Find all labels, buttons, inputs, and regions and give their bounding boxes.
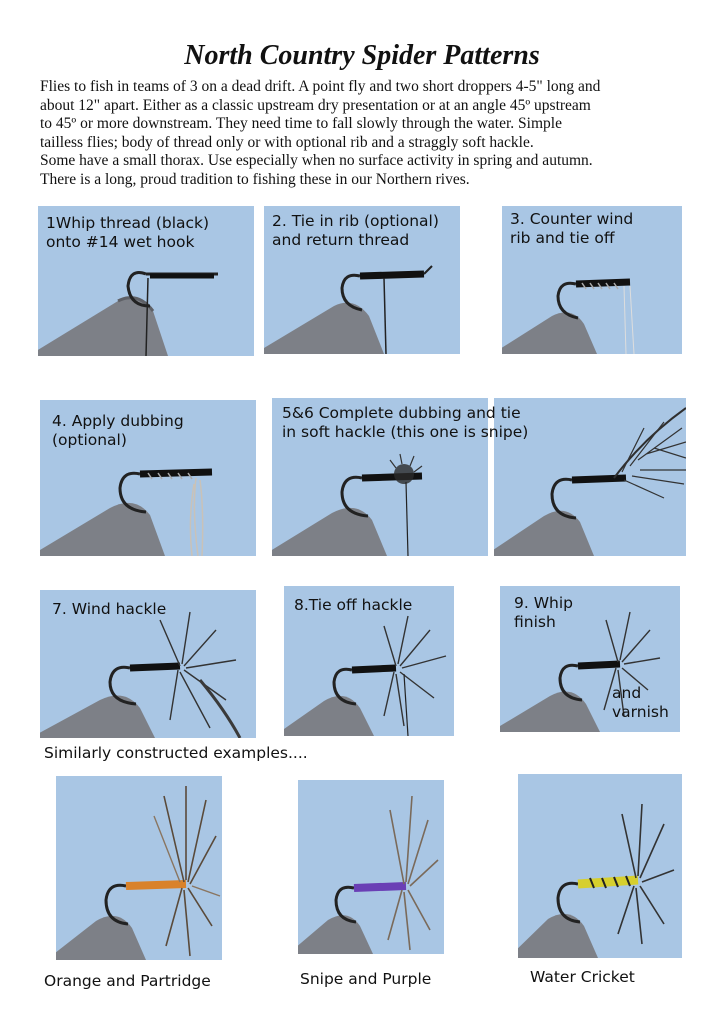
- fly-illustration: [518, 774, 682, 958]
- step-8-caption: 8.Tie off hackle: [294, 596, 413, 614]
- body-thread: [126, 884, 186, 886]
- intro-line: tailless flies; body of thread only or with optional rib and a straggly soft hackle.: [40, 133, 534, 151]
- step-5-6-caption: 5&6 Complete dubbing and tie in soft hackle (this one is snipe): [282, 404, 529, 441]
- step-2-caption: 2. Tie in rib (optional) and return thread: [272, 212, 439, 249]
- intro-line: to 45º or more downstream. They need time to fall slowly through the water. Simple: [40, 115, 562, 133]
- intro-line: about 12" apart. Either as a classic upstream dry presentation or at an angle 45º upstream: [40, 96, 591, 114]
- body-thread: [354, 886, 406, 888]
- step-3-caption: 3. Counter wind rib and tie off: [510, 210, 634, 247]
- example-photo-orange-partridge: [56, 776, 222, 960]
- example-label: Orange and Partridge: [44, 972, 211, 990]
- example-label: Water Cricket: [530, 968, 635, 986]
- intro-line: Flies to fish in teams of 3 on a dead drift. A point fly and two short droppers 4-5" long and: [40, 78, 601, 95]
- intro-line: Some have a small thorax. Use especially when no surface activity in spring and autumn.: [40, 152, 593, 170]
- example-photo-snipe-purple: [298, 780, 444, 954]
- fly-illustration: [56, 776, 222, 960]
- example-photo-water-cricket: [518, 774, 682, 958]
- intro-line: There is a long, proud tradition to fishing these in our Northern rives.: [40, 170, 470, 188]
- step-4-caption: 4. Apply dubbing (optional): [52, 412, 184, 449]
- step-9-caption: 9. Whip finish: [514, 594, 574, 631]
- examples-heading: Similarly constructed examples....: [44, 744, 308, 762]
- page-title: North Country Spider Patterns: [184, 40, 540, 71]
- step-9-varnish-caption: and varnish: [612, 684, 669, 721]
- intro-paragraph: [40, 78, 700, 190]
- fly-illustration: [298, 780, 444, 954]
- step-7-caption: 7. Wind hackle: [52, 600, 167, 618]
- example-label: Snipe and Purple: [300, 970, 432, 988]
- step-1-caption: 1Whip thread (black) onto #14 wet hook: [46, 214, 210, 251]
